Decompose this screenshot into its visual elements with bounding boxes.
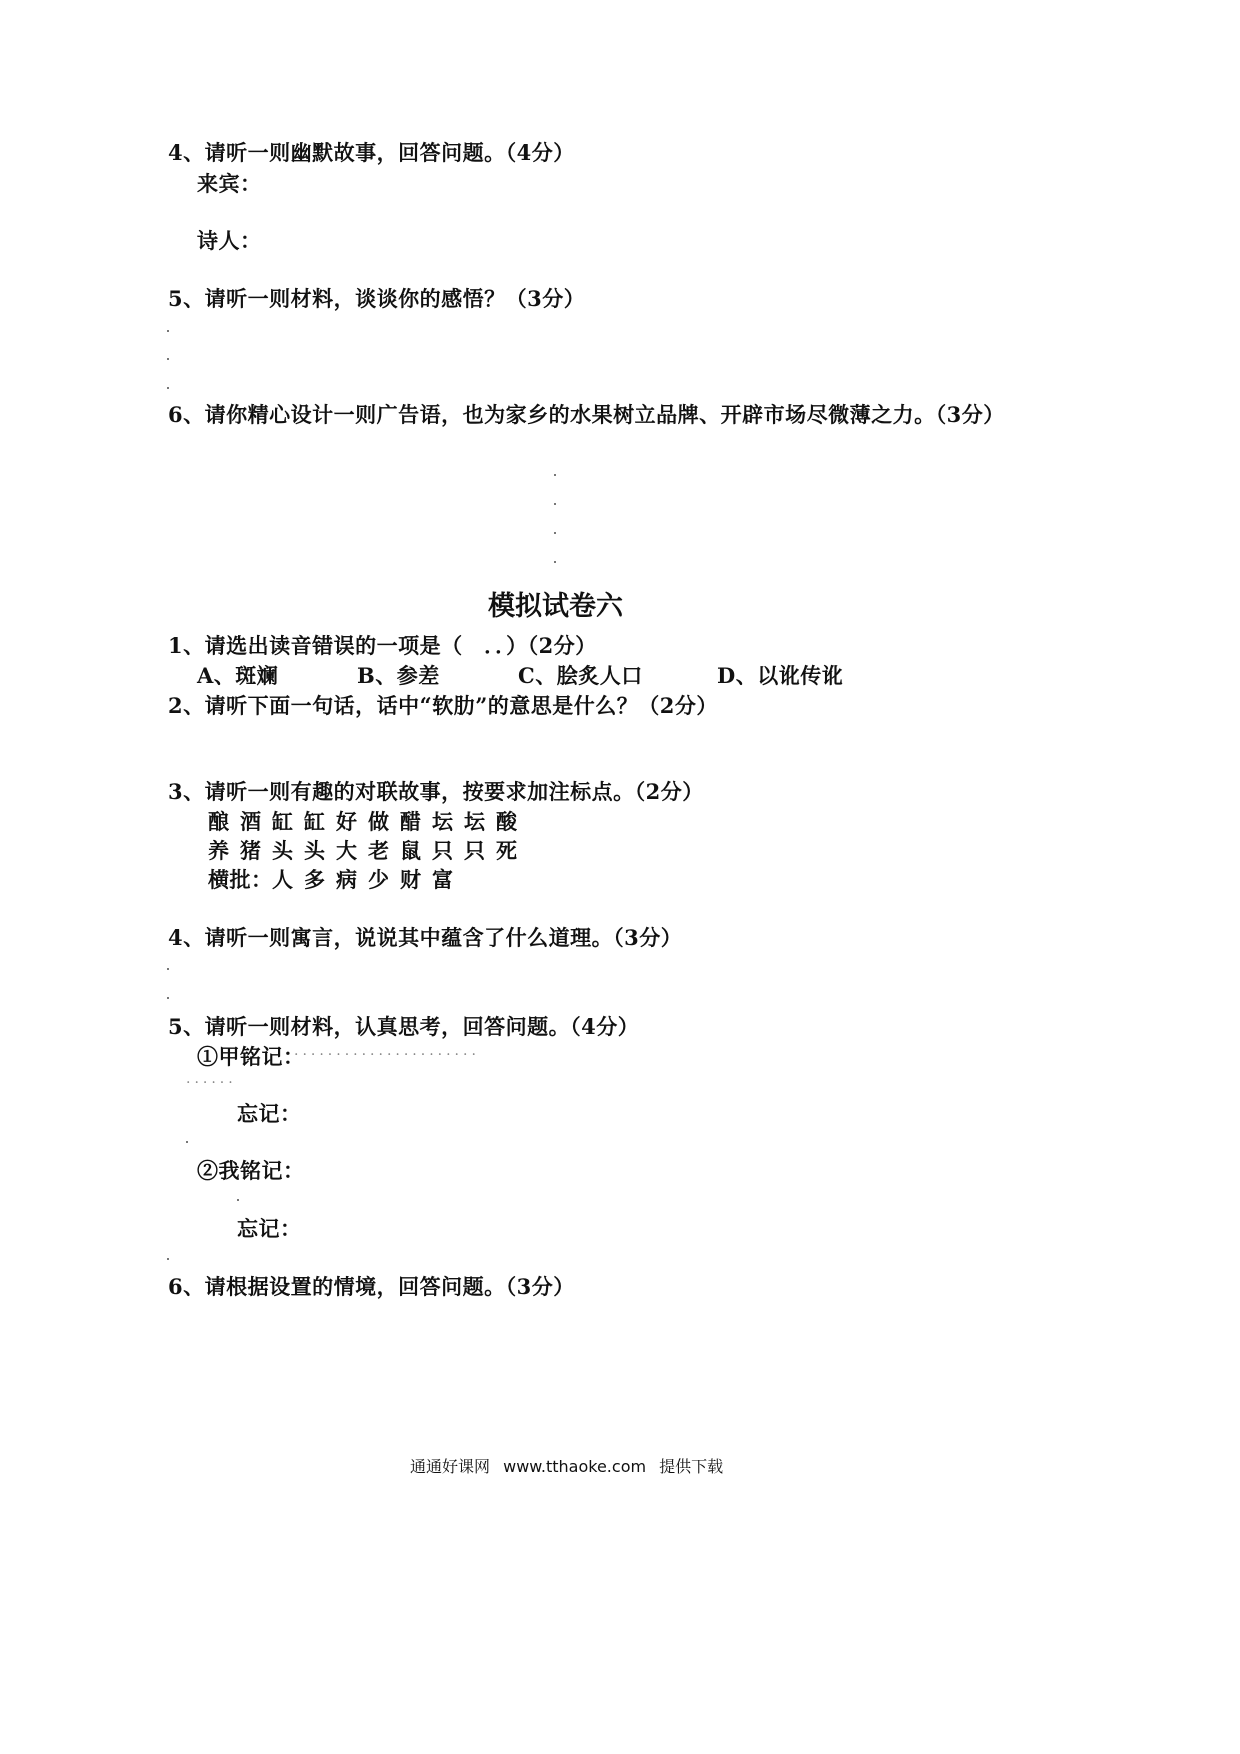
dotted-leader: ...................... [294,1043,480,1059]
speck [237,1199,239,1201]
answer-label-guest: 来宾： [197,171,262,196]
option-d: D、以讹传讹 [717,663,844,688]
question-3-prompt: 3、请听一则有趣的对联故事，按要求加注标点。（2分） [168,779,704,804]
speck [554,474,556,476]
answer-label-jia-remember: ①甲铭记： [197,1044,305,1069]
speck [167,1258,169,1260]
section-title: 模拟试卷六 [488,591,623,622]
question-1-prompt: 1、请选出读音错误的一项是（ ．．）（2分） [168,633,597,658]
speck [167,358,169,360]
speck [167,387,169,389]
speck [554,532,556,534]
question-6-prompt: 6、请你精心设计一则广告语，也为家乡的水果树立品牌、开辟市场尽微薄之力。（3分） [168,402,1005,427]
answer-label-poet: 诗人： [197,228,262,253]
answer-label-me-remember: ②我铭记： [197,1158,305,1183]
footer-suffix: 提供下载 [659,1457,724,1476]
question-4-prompt: 4、请听一则幽默故事，回答问题。（4分） [168,140,575,165]
question-2-prompt: 2、请听下面一句话，话中“软肋”的意思是什么？（2分） [168,693,718,718]
speck [167,997,169,999]
footer [410,1454,731,1477]
footer-url[interactable]: www.tthaoke.com [503,1457,647,1476]
option-b: B、参差 [357,663,440,688]
couplet-horizontal: 横批：人 多 病 少 财 富 [208,867,454,892]
question-5-prompt: 5、请听一则材料，谈谈你的感悟？（3分） [168,286,586,311]
option-a: A、斑斓 [197,663,279,688]
question-5-prompt: 5、请听一则材料，认真思考，回答问题。（4分） [168,1014,640,1039]
speck [554,561,556,563]
option-c: C、脍炙人口 [518,663,643,688]
speck [167,968,169,970]
couplet-line-1: 酿 酒 缸 缸 好 做 醋 坛 坛 酸 [208,809,518,834]
speck [167,330,169,332]
speck [554,503,556,505]
answer-label-jia-forget: 忘记： [237,1101,302,1126]
dotted-leader: ...... [186,1071,237,1087]
footer-site: 通通好课网 [410,1457,491,1476]
couplet-line-2: 养 猪 头 头 大 老 鼠 只 只 死 [208,838,518,863]
answer-label-me-forget: 忘记： [237,1216,302,1241]
question-4-prompt: 4、请听一则寓言，说说其中蕴含了什么道理。（3分） [168,925,683,950]
speck [186,1141,188,1143]
question-6-prompt: 6、请根据设置的情境，回答问题。（3分） [168,1274,575,1299]
